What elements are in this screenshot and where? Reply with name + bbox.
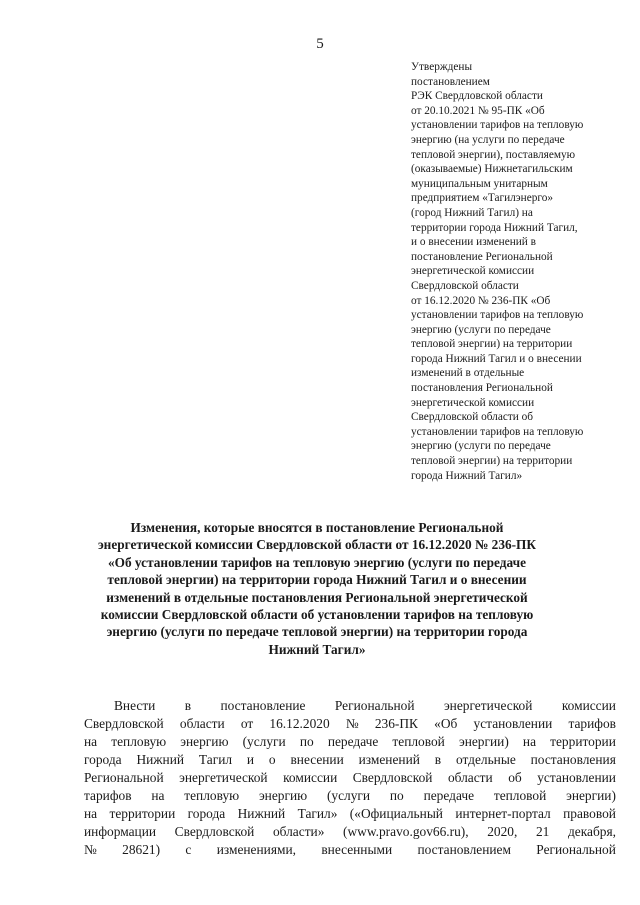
body-word: о [268, 752, 276, 767]
body-word: 236-ПК [374, 716, 418, 731]
body-word: отдельные [455, 752, 516, 767]
body-word: 21 [535, 824, 550, 839]
body-word: правовой [563, 806, 616, 821]
body-word: передаче [327, 734, 379, 749]
body-word: установлении [537, 770, 616, 785]
body-word: территории [550, 734, 616, 749]
body-word: комиссии [283, 770, 338, 785]
body-word: об [508, 770, 522, 785]
approval-line: установлении тарифов на тепловую [411, 309, 584, 322]
body-word: Свердловской [174, 824, 255, 839]
approval-line: энергетической комиссии [411, 265, 535, 278]
body-word: и [246, 752, 255, 767]
body-line [84, 841, 616, 859]
body-word: области» [272, 824, 325, 839]
body-word: тарифов [568, 716, 616, 731]
body-word: города [187, 806, 226, 821]
body-word: с [185, 842, 192, 857]
body-word: (услуги [242, 734, 286, 749]
body-line [84, 823, 616, 841]
approval-line: муниципальным унитарным [411, 177, 548, 190]
approval-line: тепловой энергии) на территории [411, 338, 573, 351]
approval-line: постановлением [411, 75, 490, 88]
body-word: постановлением [417, 842, 511, 857]
body-word: на [84, 734, 98, 749]
approval-line: территории города Нижний Тагил, [411, 221, 578, 234]
body-word: («Официальный [349, 806, 443, 821]
approval-line: энергетической комиссии [411, 396, 535, 409]
heading-line: изменений в отдельные постановления Региональной энергетической [106, 589, 528, 605]
body-word: Региональной [536, 842, 616, 857]
body-word: по [299, 734, 314, 749]
body-word: тепловую [184, 788, 240, 803]
body-line [84, 715, 616, 733]
body-word: комиссии [561, 698, 616, 713]
body-word: постановление [220, 698, 306, 713]
body-word: Тагил» [297, 806, 338, 821]
approval-line: от 16.12.2020 № 236-ПК «Об [411, 294, 551, 307]
body-word: тарифов [84, 788, 132, 803]
page-number: 5 [316, 36, 324, 52]
body-word: тепловой [493, 788, 547, 803]
heading-line: энергетической комиссии Свердловской области от 16.12.2020 № 236-ПК [97, 537, 537, 553]
body-word: постановления [530, 752, 616, 767]
body-word: на [522, 734, 537, 749]
body-word: по [389, 788, 404, 803]
body-word: энергетической [179, 770, 268, 785]
approval-line: и о внесении изменений в [411, 236, 537, 249]
body-line [84, 787, 616, 805]
approval-line: от 20.10.2021 № 95-ПК «Об [411, 104, 545, 117]
body-word: энергии) [566, 788, 616, 803]
body-word: от [240, 716, 254, 731]
body-word: территории [109, 806, 176, 821]
body-word: Нижний [136, 752, 185, 767]
body-line [84, 733, 616, 751]
heading-line: Изменения, которые вносятся в постановление Региональной [130, 520, 504, 535]
heading-line: Нижний Тагил» [268, 641, 366, 657]
body-word: тепловую [111, 734, 167, 749]
body-paragraph [84, 697, 616, 859]
body-word: Нижний [237, 806, 286, 821]
approval-line: установлении тарифов на тепловую [411, 119, 584, 132]
approval-line: (город Нижний Тагил) на [411, 206, 533, 219]
approval-line: Свердловской области об [411, 411, 534, 424]
body-word: установлении [473, 716, 553, 731]
approval-line: (оказываемые) Нижнетагильским [411, 163, 573, 176]
body-word: тепловой [392, 734, 445, 749]
body-word: в [434, 752, 442, 767]
heading-line: тепловой энергии) на территории города Нижний Тагил и о внесении [107, 572, 527, 588]
approval-line: Свердловской области [411, 279, 519, 292]
approval-line: тепловой энергии) на территории [411, 455, 573, 468]
body-word: № [84, 842, 97, 857]
body-word: 28621) [122, 842, 161, 857]
approval-line: постановления Региональной [411, 382, 553, 395]
body-word: города [84, 752, 122, 767]
body-word: Свердловской [352, 770, 433, 785]
body-word: передаче [423, 788, 475, 803]
body-word: изменениями, [216, 842, 296, 857]
body-word: внесенными [321, 842, 393, 857]
approval-line: энергию (услуги по передаче [411, 323, 551, 336]
body-word: «Об [434, 716, 458, 731]
body-word: изменений [358, 752, 420, 767]
approval-line: Утверждены [411, 61, 473, 73]
approval-line: города Нижний Тагил» [411, 469, 523, 482]
body-word: энергию [180, 734, 229, 749]
body-word: интернет-портал [455, 806, 551, 821]
body-word: области [179, 716, 225, 731]
heading-line: энергию (услуги по передаче тепловой энергии) на территории города [106, 624, 528, 640]
body-word: Свердловской [84, 716, 164, 731]
body-word: Тагил [198, 752, 233, 767]
approval-line: предприятием «Тагилэнерго» [411, 192, 554, 205]
body-word: 16.12.2020 [269, 716, 330, 731]
body-line [84, 805, 616, 823]
body-word: № [345, 716, 359, 731]
approval-block [411, 60, 633, 483]
approval-line: постановление Региональной [411, 250, 553, 263]
approval-line: энергию (услуги по передаче [411, 440, 551, 453]
approval-line: энергию (на услуги по передаче [411, 133, 565, 146]
body-word: на [84, 806, 98, 821]
body-word: энергетической [443, 698, 533, 713]
body-word: энергию [258, 788, 308, 803]
approval-line: РЭК Свердловской области [411, 90, 543, 103]
body-word: на [151, 788, 165, 803]
body-word: 2020, [487, 824, 518, 839]
document-heading [84, 519, 550, 658]
body-word: внесении [290, 752, 344, 767]
body-word: (www.pravo.gov66.ru), [343, 824, 469, 839]
approval-line: установлении тарифов на тепловую [411, 425, 584, 438]
heading-line: «Об установлении тарифов на тепловую энергию (услуги по передаче [107, 554, 527, 570]
heading-line: комиссии Свердловской области об установлении тарифов на тепловую [100, 607, 534, 623]
body-line [84, 697, 616, 715]
body-word: области [447, 770, 493, 785]
body-word: в [184, 698, 192, 713]
body-word: информации [84, 824, 157, 839]
body-word: Региональной [334, 698, 415, 713]
body-word: Региональной [84, 770, 164, 785]
body-line [84, 769, 616, 787]
body-line [84, 751, 616, 769]
approval-line: города Нижний Тагил и о внесении [411, 352, 582, 365]
body-word: (услуги [326, 788, 371, 803]
approval-line: изменений в отдельные [411, 367, 525, 380]
body-word: Внести [114, 698, 156, 713]
approval-line: тепловой энергии), поставляемую [411, 148, 576, 161]
body-word: энергии) [458, 734, 509, 749]
body-word: декабря, [567, 824, 616, 839]
